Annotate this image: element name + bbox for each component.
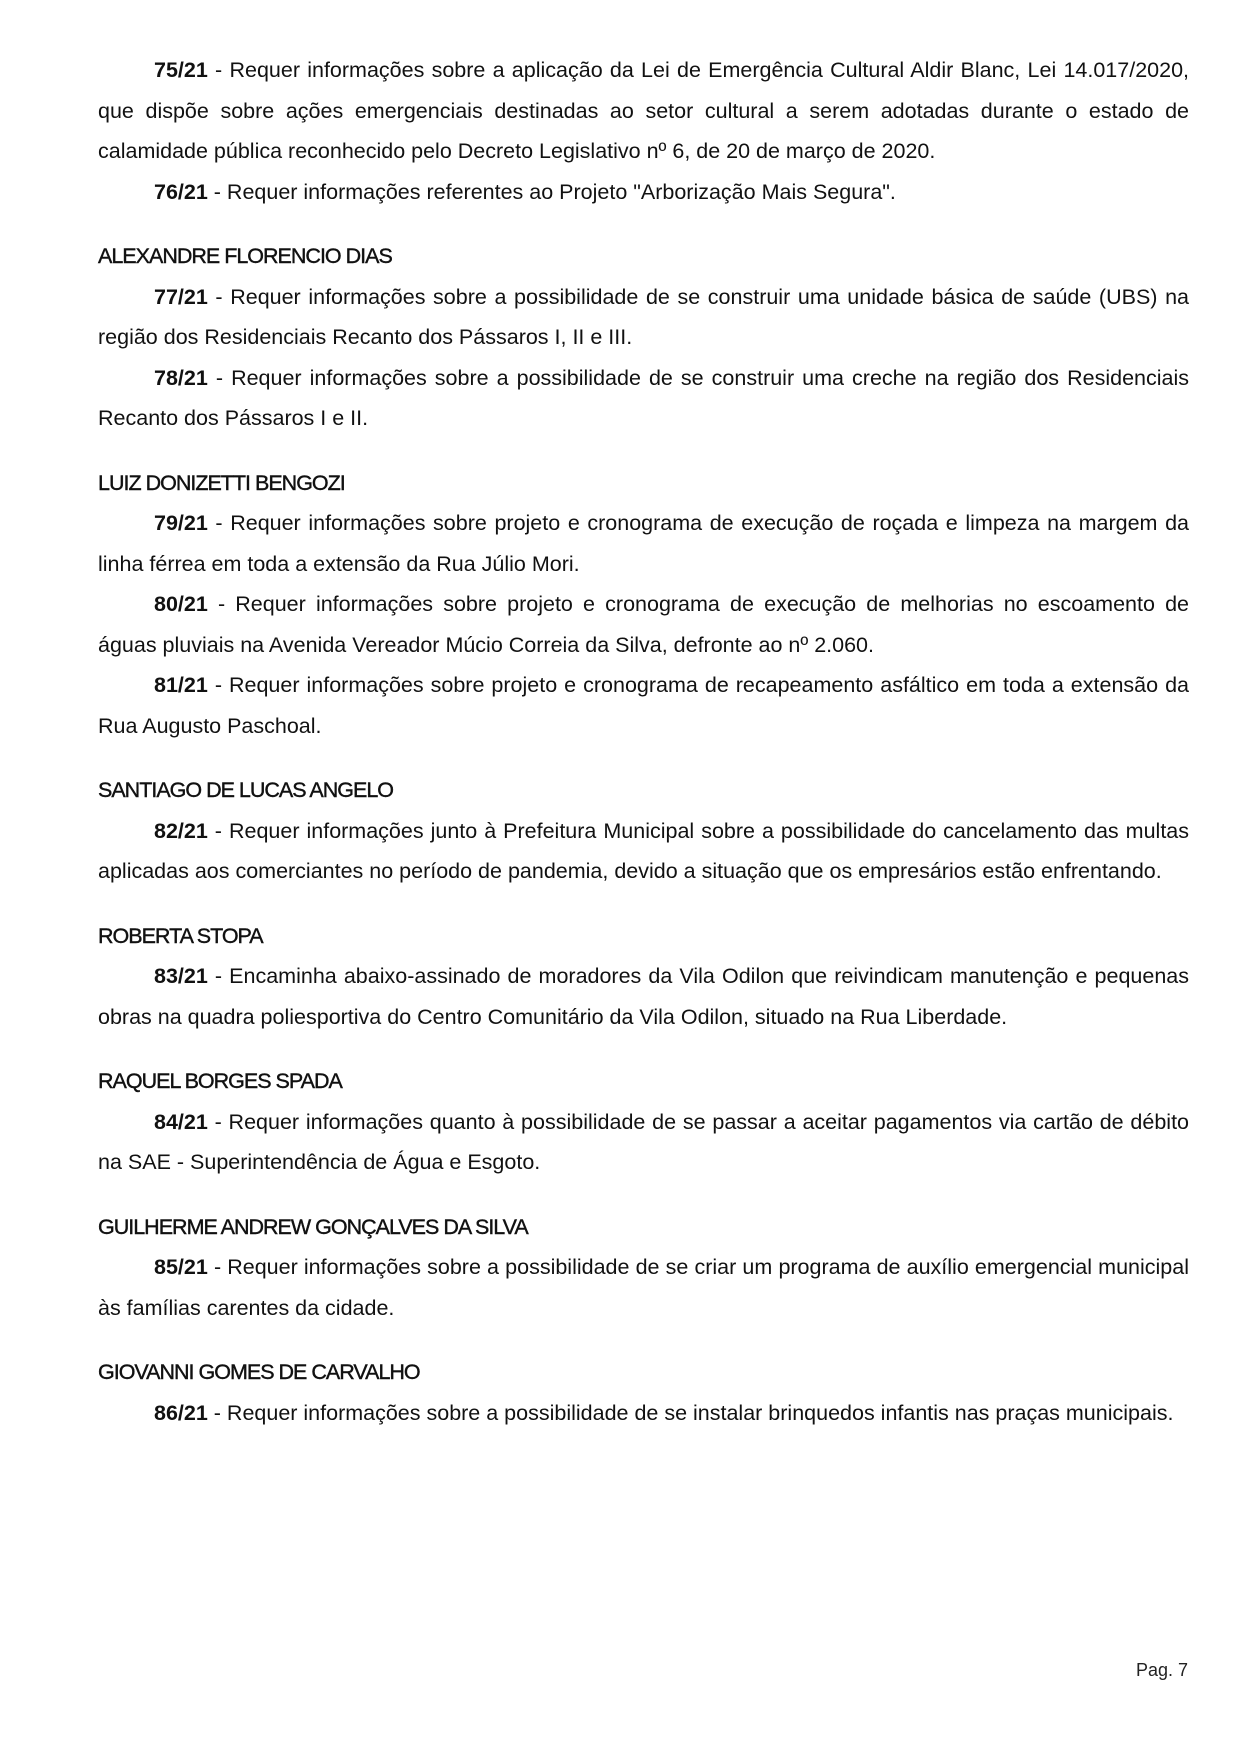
request-text: - Requer informações sobre projeto e cronograma de execução de roçada e limpeza na margem da linha férrea em toda a extensão da Rua Júlio Mori. <box>98 511 1189 576</box>
request-number: 80/21 <box>154 592 208 616</box>
request-item <box>98 358 1189 439</box>
request-item <box>98 956 1189 1037</box>
request-text: - Requer informações sobre projeto e cronograma de recapeamento asfáltico em toda a extensão da Rua Augusto Paschoal. <box>98 673 1189 738</box>
author-name: SANTIAGO DE LUCAS ANGELO <box>98 778 394 802</box>
author-section <box>98 1352 1189 1433</box>
request-number: 82/21 <box>154 818 208 843</box>
request-text: - Requer informações sobre a possibilidade de se criar um programa de auxílio emergencial municipal às famílias carentes da cidade. <box>98 1255 1189 1320</box>
author-name: GUILHERME ANDREW GONÇALVES DA SILVA <box>98 1214 528 1239</box>
request-text: - Encaminha abaixo-assinado de moradores da Vila Odilon que reivindicam manutenção e pequenas obras na quadra poliesportiva do Centro Comunitário da Vila Odilon, situado na Rua Liberdade. <box>98 964 1189 1029</box>
document-page <box>98 50 1189 1433</box>
request-number: 77/21 <box>154 284 208 309</box>
request-item <box>98 277 1189 358</box>
author-section <box>98 1207 1189 1329</box>
request-item <box>98 503 1189 584</box>
request-number: 75/21 <box>154 58 208 82</box>
request-item <box>98 50 1189 172</box>
request-number: 84/21 <box>154 1109 208 1134</box>
author-name: RAQUEL BORGES SPADA <box>98 1069 342 1093</box>
author-name: LUIZ DONIZETTI BENGOZI <box>98 470 345 495</box>
request-item <box>98 172 1189 213</box>
request-text: - Requer informações sobre projeto e cronograma de execução de melhorias no escoamento de águas pluviais na Avenida Vereador Múcio Correia da Silva, defronte ao nº 2.060. <box>98 592 1189 657</box>
request-item <box>98 665 1189 746</box>
request-number: 86/21 <box>154 1400 208 1425</box>
request-item <box>98 1247 1189 1328</box>
request-item <box>98 1393 1189 1434</box>
request-text: - Requer informações sobre a aplicação da Lei de Emergência Cultural Aldir Blanc, Lei 14.017/2020, que dispõe sobre ações emergenciais destinadas ao setor cultural a serem adotadas durante o estado de calamidade pública reconhecido pelo Decreto Legislativo nº 6, de 20 de março de 2020. <box>98 58 1189 163</box>
intro-block <box>98 50 1189 212</box>
request-text: - Requer informações sobre a possibilidade de se instalar brinquedos infantis nas praças municipais. <box>207 1400 1174 1425</box>
request-number: 79/21 <box>154 511 208 535</box>
author-name: ROBERTA STOPA <box>98 923 263 948</box>
author-section <box>98 770 1189 892</box>
author-section <box>98 1061 1189 1183</box>
request-number: 78/21 <box>154 365 208 390</box>
request-number: 85/21 <box>154 1255 208 1279</box>
author-section <box>98 236 1189 439</box>
author-section <box>98 463 1189 747</box>
request-item <box>98 584 1189 665</box>
request-text: - Requer informações junto à Prefeitura Municipal sobre a possibilidade do cancelamento das multas aplicadas aos comerciantes no período de pandemia, devido a situação que os empresários estão enfrentando. <box>98 818 1189 883</box>
request-text: - Requer informações referentes ao Projeto "Arborização Mais Segura". <box>207 179 896 204</box>
request-item <box>98 811 1189 892</box>
page-number: Pag. 7 <box>1135 1660 1188 1680</box>
request-item <box>98 1102 1189 1183</box>
request-number: 83/21 <box>154 964 208 988</box>
author-name: ALEXANDRE FLORENCIO DIAS <box>98 244 392 268</box>
request-text: - Requer informações sobre a possibilidade de se construir uma unidade básica de saúde (UBS) na região dos Residenciais Recanto dos Pássaros I, II e III. <box>98 284 1189 349</box>
request-number: 81/21 <box>154 673 208 697</box>
request-text: - Requer informações quanto à possibilidade de se passar a aceitar pagamentos via cartão de débito na SAE - Superintendência de Água e Esgoto. <box>98 1109 1189 1174</box>
author-name: GIOVANNI GOMES DE CARVALHO <box>98 1360 420 1384</box>
author-section <box>98 916 1189 1038</box>
request-text: - Requer informações sobre a possibilidade de se construir uma creche na região dos Residenciais Recanto dos Pássaros I e II. <box>98 365 1189 430</box>
request-number: 76/21 <box>154 179 208 204</box>
